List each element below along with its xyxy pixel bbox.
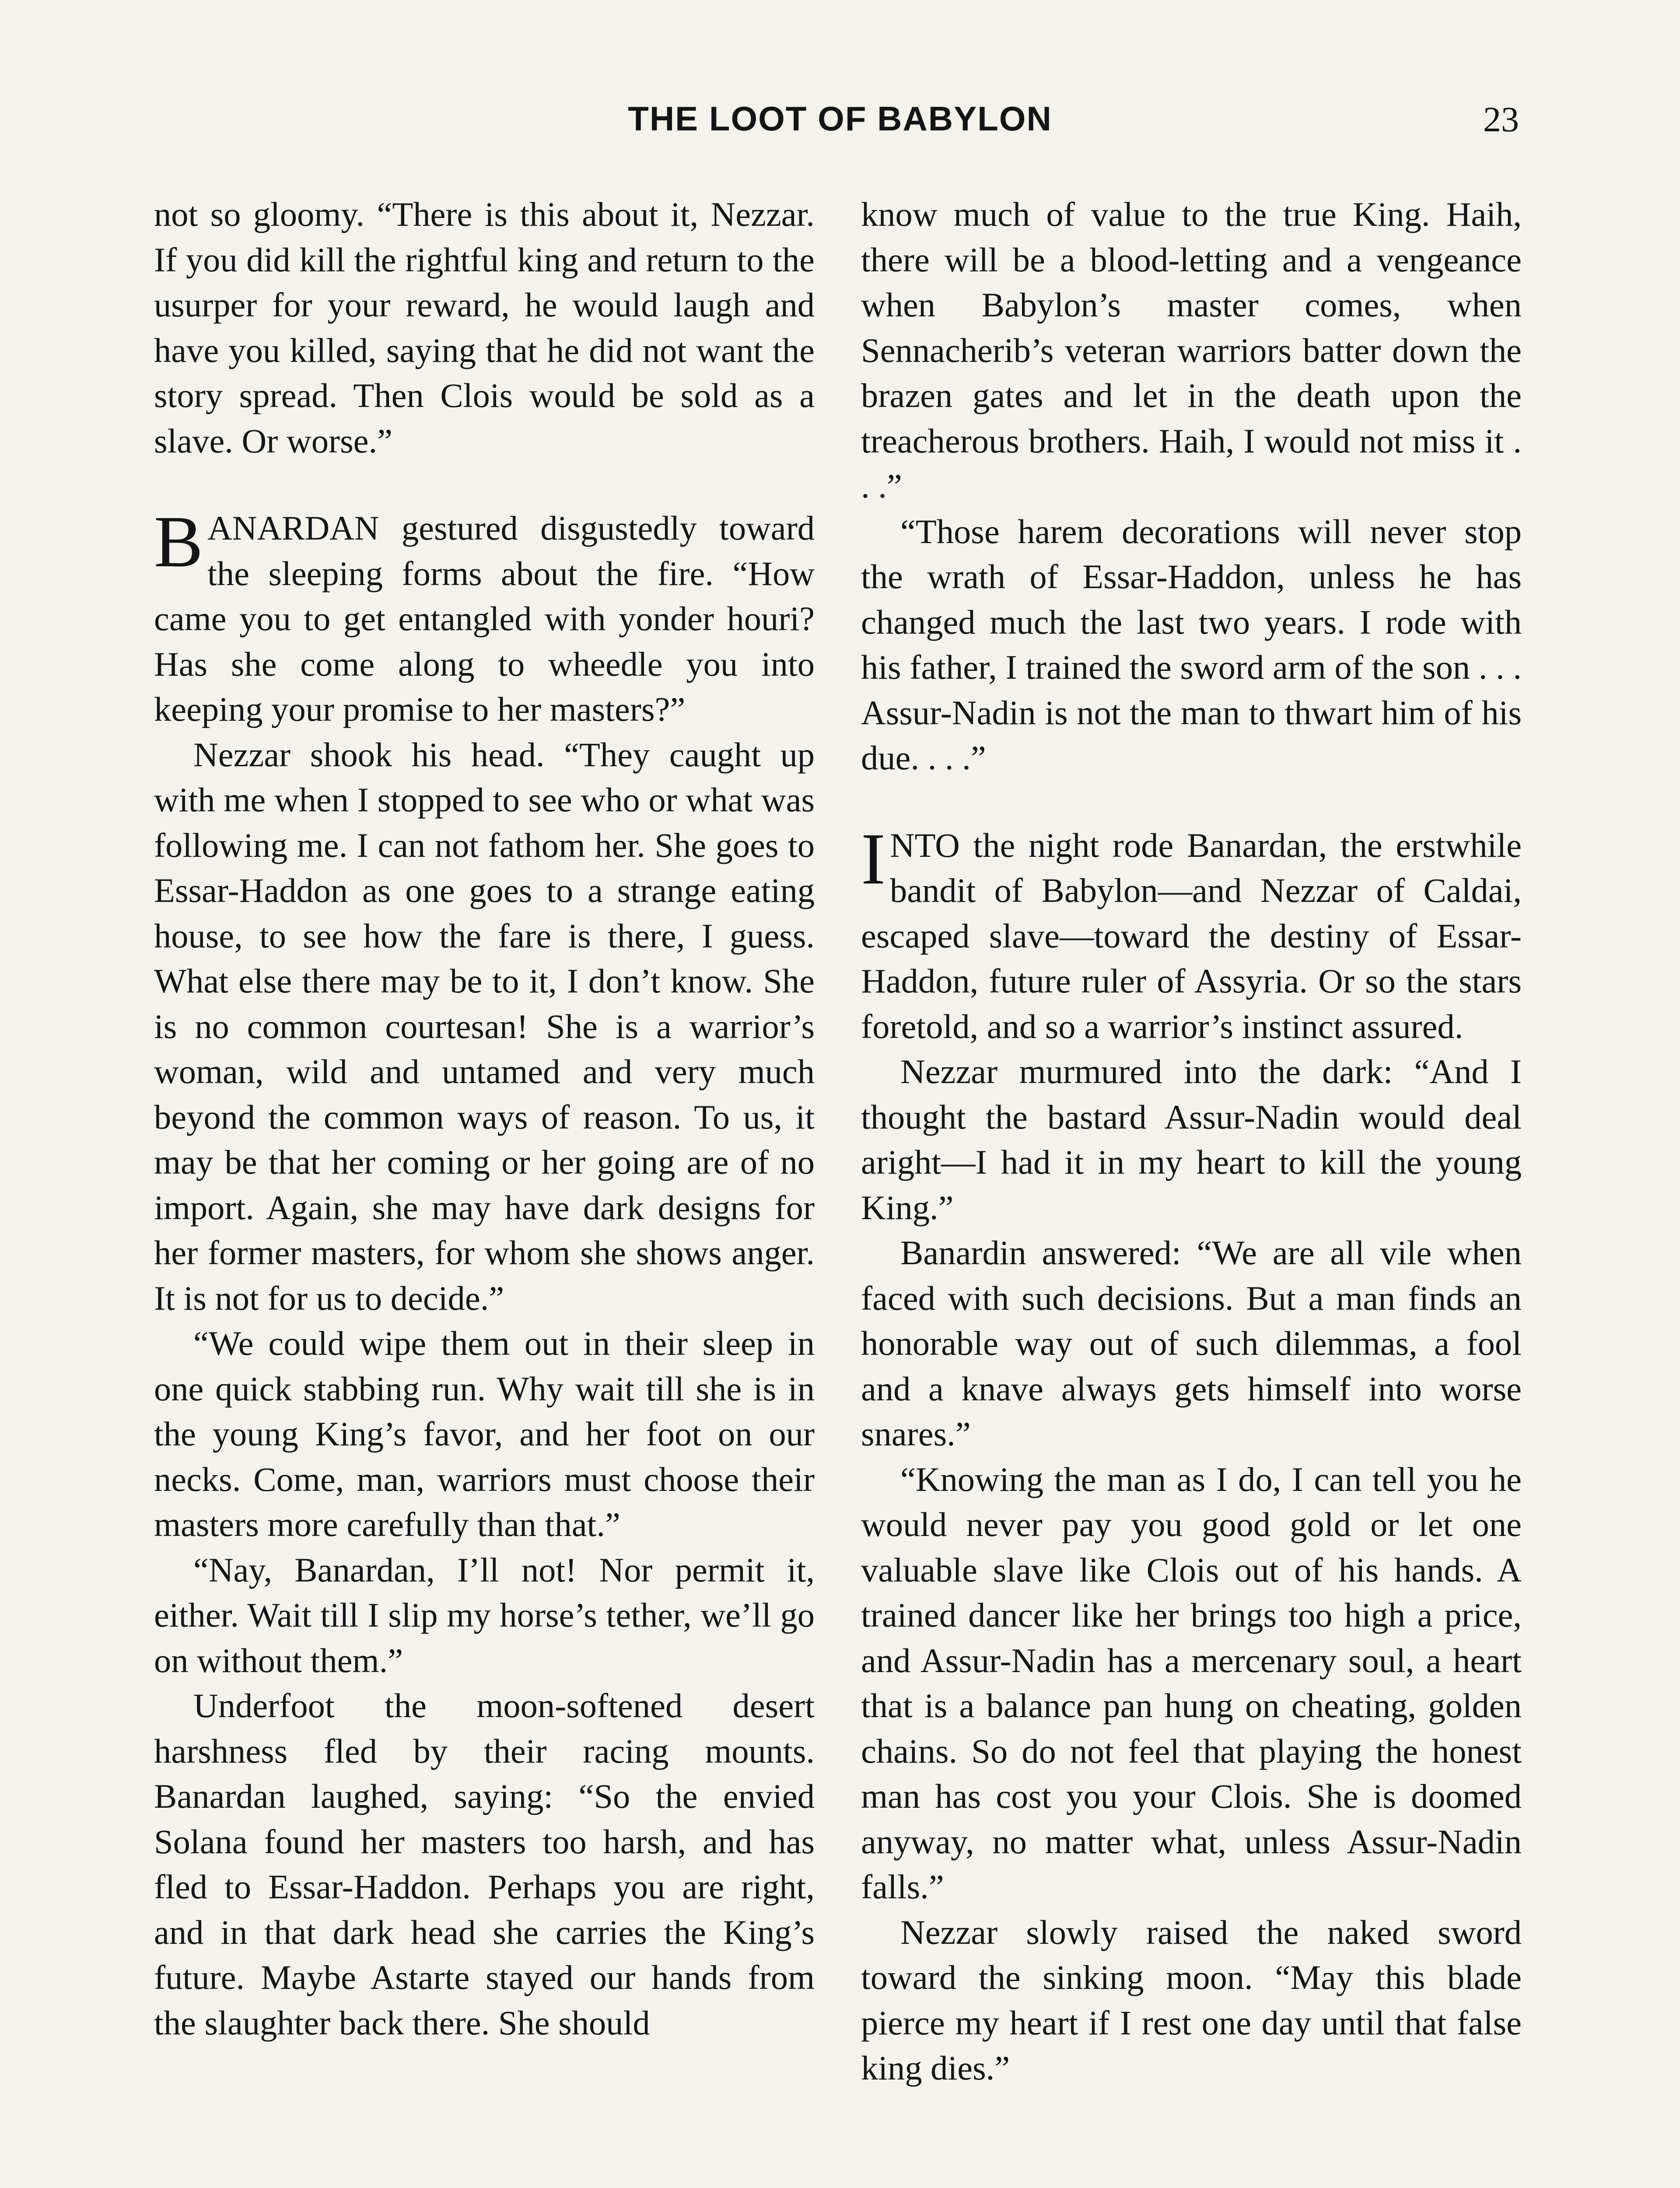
running-head (0, 99, 1680, 147)
paragraph: know much of value to the true King. Haih, there will be a blood-letting and a vengeance when Babylon’s master comes, when Sennacherib’s veteran warriors batter down the brazen gates and let in the death upon the treacherous brothers. Haih, I would not miss it . . .” (861, 195, 1522, 505)
paragraph: Nezzar shook his head. “They caught up with me when I stopped to see who or what was following me. I can not fathom her. She goes to Essar-Haddon as one goes to a strange eating house, to see how the fare is there, I guess. What else there may be to it, I don’t know. She is no common courtesan! She is a warrior’s woman, wild and untamed and very much beyond the common ways of reason. To us, it may be that her coming or her going are of no import. Again, she may have dark designs for her former masters, for whom she shows anger. It is not for us to decide.” (154, 735, 815, 1317)
paragraph: Nezzar slowly raised the naked sword toward the sinking moon. “May this blade pierce my heart if I rest one day until that false king dies.” (861, 1913, 1522, 2087)
paragraph-text: ANARDAN gestured disgustedly toward the sleeping forms about the fire. “How came you to get entangled with yonder houri? Has she come along to wheedle you into keeping your promise to her masters?” (154, 509, 815, 728)
paragraph: “Those harem decorations will never stop the wrath of Essar-Haddon, unless he has changed much the last two years. I rode with his father, I trained the sword arm of the son . . . Assur-Nadin is not the man to thwart him of his due. . . .” (861, 512, 1522, 777)
paragraph: Underfoot the moon-softened desert harshness fled by their racing mounts. Banardan laughed, saying: “So the envied Solana found her masters too harsh, and has fled to Essar-Haddon. Perhaps you are right, and in that dark head she carries the King’s future. Maybe Astarte stayed our hands from the slaughter back there. She should (154, 1687, 815, 2042)
section-paragraph (861, 818, 1522, 1049)
paragraph: Nezzar murmured into the dark: “And I thought the bastard Assur-Nadin would deal aright—I had it in my heart to kill the young King.” (861, 1052, 1522, 1227)
paragraph: “Knowing the man as I do, I can tell you he would never pay you good gold or let one valuable slave like Clois out of his hands. A trained dancer like her brings too high a price, and Assur-Nadin has a mercenary soul, a heart that is a balance pan hung on cheating, golden chains. So do not feel that playing the honest man has cost you your Clois. She is doomed anyway, no matter what, unless Assur-Nadin falls.” (861, 1460, 1522, 1906)
paragraph: not so gloomy. “There is this about it, Nezzar. If you did kill the rightful king and return to the usurper for your reward, he would laugh and have you killed, saying that he did not want the story spread. Then Clois would be sold as a slave. Or worse.” (154, 195, 815, 460)
book-title: THE LOOT OF BABYLON (628, 99, 1052, 138)
paragraph-text: NTO the night rode Banardan, the erstwhile bandit of Babylon—and Nezzar of Caldai, escaped slave—toward the destiny of Essar-Haddon, future ruler of Assyria. Or so the stars foretold, and so a warrior’s instinct assured. (861, 826, 1522, 1045)
paragraph: Banardin answered: “We are all vile when faced with such decisions. But a man finds an honorable way out of such dilemmas, a fool and a knave always gets himself into worse snares.” (861, 1234, 1522, 1453)
paragraph: “Nay, Banardan, I’ll not! Nor permit it, either. Wait till I slip my horse’s tether, we’ll go on without them.” (154, 1550, 815, 1680)
page-number: 23 (1483, 99, 1519, 139)
paragraph: “We could wipe them out in their sleep in one quick stabbing run. Why wait till she is in the young King’s favor, and her foot on our necks. Come, man, warriors must choose their masters more carefully than that.” (154, 1324, 815, 1543)
left-column (154, 192, 815, 2045)
right-column (861, 192, 1522, 2091)
drop-cap: I (861, 818, 886, 900)
drop-cap: B (154, 501, 203, 582)
section-paragraph (154, 501, 815, 732)
